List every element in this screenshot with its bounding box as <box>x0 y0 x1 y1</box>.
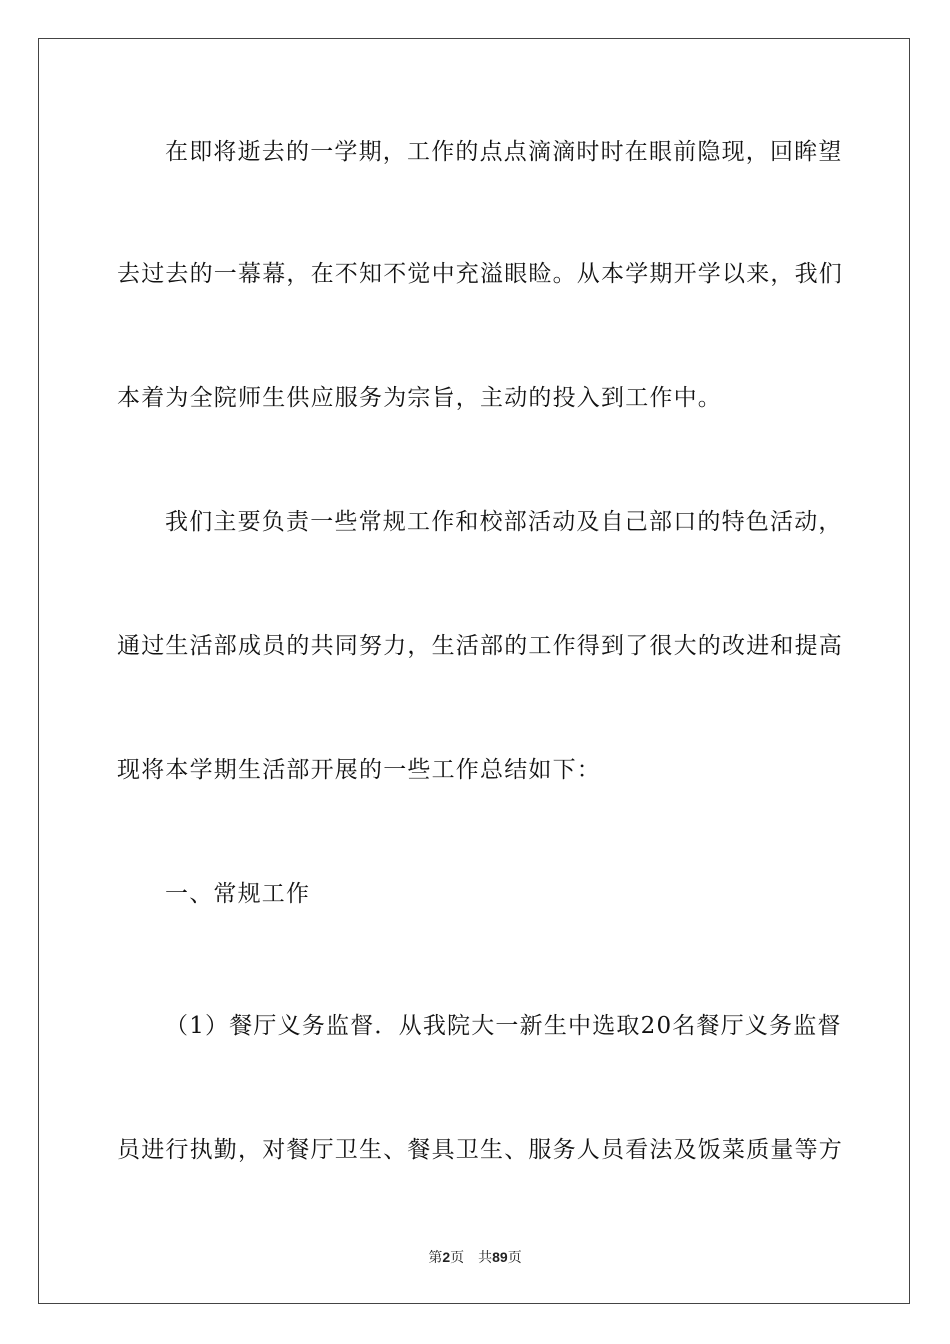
paragraph-line-8: （1）餐厅义务监督．从我院大一新生中选取20名餐厅义务监督 <box>165 1013 842 1039</box>
page-border <box>38 38 910 1304</box>
paragraph-line-4: 我们主要负责一些常规工作和校部活动及自己部口的特色活动， <box>165 509 843 535</box>
footer-page-suffix: 页 <box>450 1250 465 1266</box>
footer-total-pages: 89 <box>492 1249 508 1265</box>
footer-total-prefix: 共 <box>478 1250 493 1266</box>
page-footer <box>0 1248 950 1267</box>
paragraph-line-5: 通过生活部成员的共同努力，生活部的工作得到了很大的改进和提高 <box>117 633 843 659</box>
paragraph-line-1: 在即将逝去的一学期，工作的点点滴滴时时在眼前隐现，回眸望 <box>165 139 843 165</box>
footer-total-suffix: 页 <box>507 1250 522 1266</box>
footer-page-prefix: 第 <box>428 1250 443 1266</box>
paragraph-line-3: 本着为全院师生供应服务为宗旨，主动的投入到工作中。 <box>117 385 722 411</box>
paragraph-line-9: 员进行执勤，对餐厅卫生、餐具卫生、服务人员看法及饭菜质量等方 <box>117 1137 843 1163</box>
paragraph-line-2: 去过去的一幕幕，在不知不觉中充溢眼睑。从本学期开学以来，我们 <box>117 261 843 287</box>
footer-page-number: 2 <box>442 1249 451 1265</box>
paragraph-line-6: 现将本学期生活部开展的一些工作总结如下： <box>117 757 601 783</box>
section-heading: 一、常规工作 <box>165 881 311 907</box>
